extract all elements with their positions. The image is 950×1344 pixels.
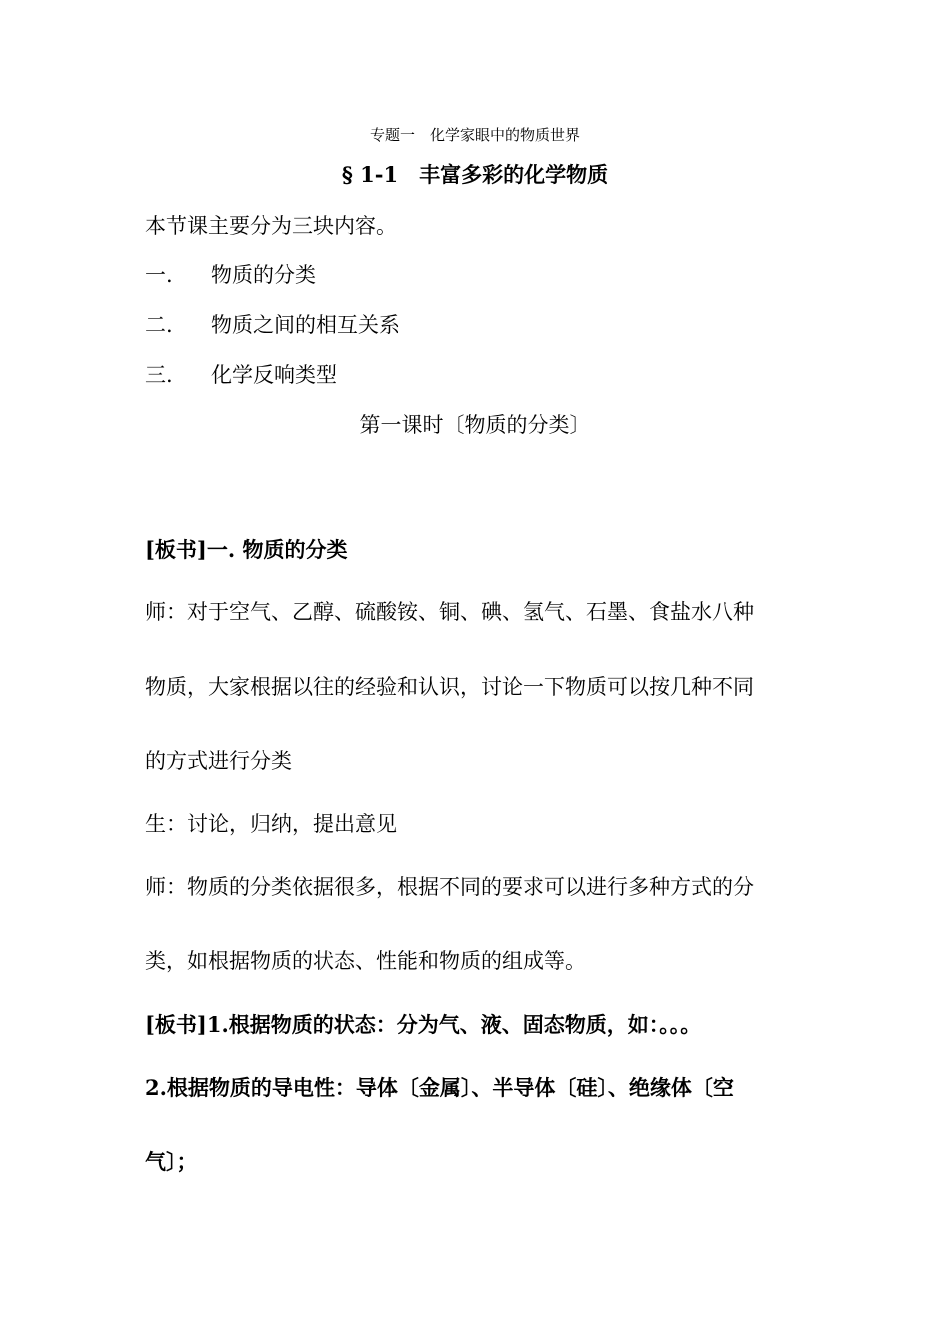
outline-text: 物质的分类: [211, 263, 316, 287]
outline-text: 物质之间的相互关系: [211, 313, 400, 337]
student-response: 生：讨论，归纳，提出意见: [145, 812, 397, 836]
board-note: [板书]一. 物质的分类: [145, 537, 348, 562]
teacher-paragraph-line: 师：物质的分类依据很多，根据不同的要求可以进行多种方式的分: [145, 875, 754, 899]
intro-text: 本节课主要分为三块内容。: [145, 214, 397, 238]
outline-item: [145, 315, 400, 336]
outline-item: [145, 365, 337, 386]
subject-heading: 专题一 化学家眼中的物质世界: [369, 126, 580, 144]
outline-text: 化学反响类型: [211, 363, 337, 387]
teacher-paragraph-line: 物质，大家根据以往的经验和认识，讨论一下物质可以按几种不同: [145, 675, 754, 699]
outline-number: 二.: [145, 313, 173, 337]
outline-number: 一.: [145, 263, 173, 287]
board-note: [板书]1.根据物质的状态：分为气、液、固态物质，如：。。。: [145, 1012, 702, 1037]
board-note: 气〕；: [145, 1149, 198, 1174]
lesson-title: 第一课时〔物质的分类〕: [359, 413, 591, 437]
section-title: § 1-1 丰富多彩的化学物质: [341, 162, 609, 187]
teacher-paragraph-line: 类，如根据物质的状态、性能和物质的组成等。: [145, 949, 586, 973]
board-note: 2.根据物质的导电性：导体〔金属〕、半导体〔硅〕、绝缘体〔空: [145, 1075, 734, 1100]
outline-item: [145, 265, 316, 286]
outline-number: 三.: [145, 363, 173, 387]
teacher-paragraph-line: 的方式进行分类: [145, 749, 292, 773]
teacher-paragraph-line: 师：对于空气、乙醇、硫酸铵、铜、碘、氢气、石墨、食盐水八种: [145, 600, 754, 624]
